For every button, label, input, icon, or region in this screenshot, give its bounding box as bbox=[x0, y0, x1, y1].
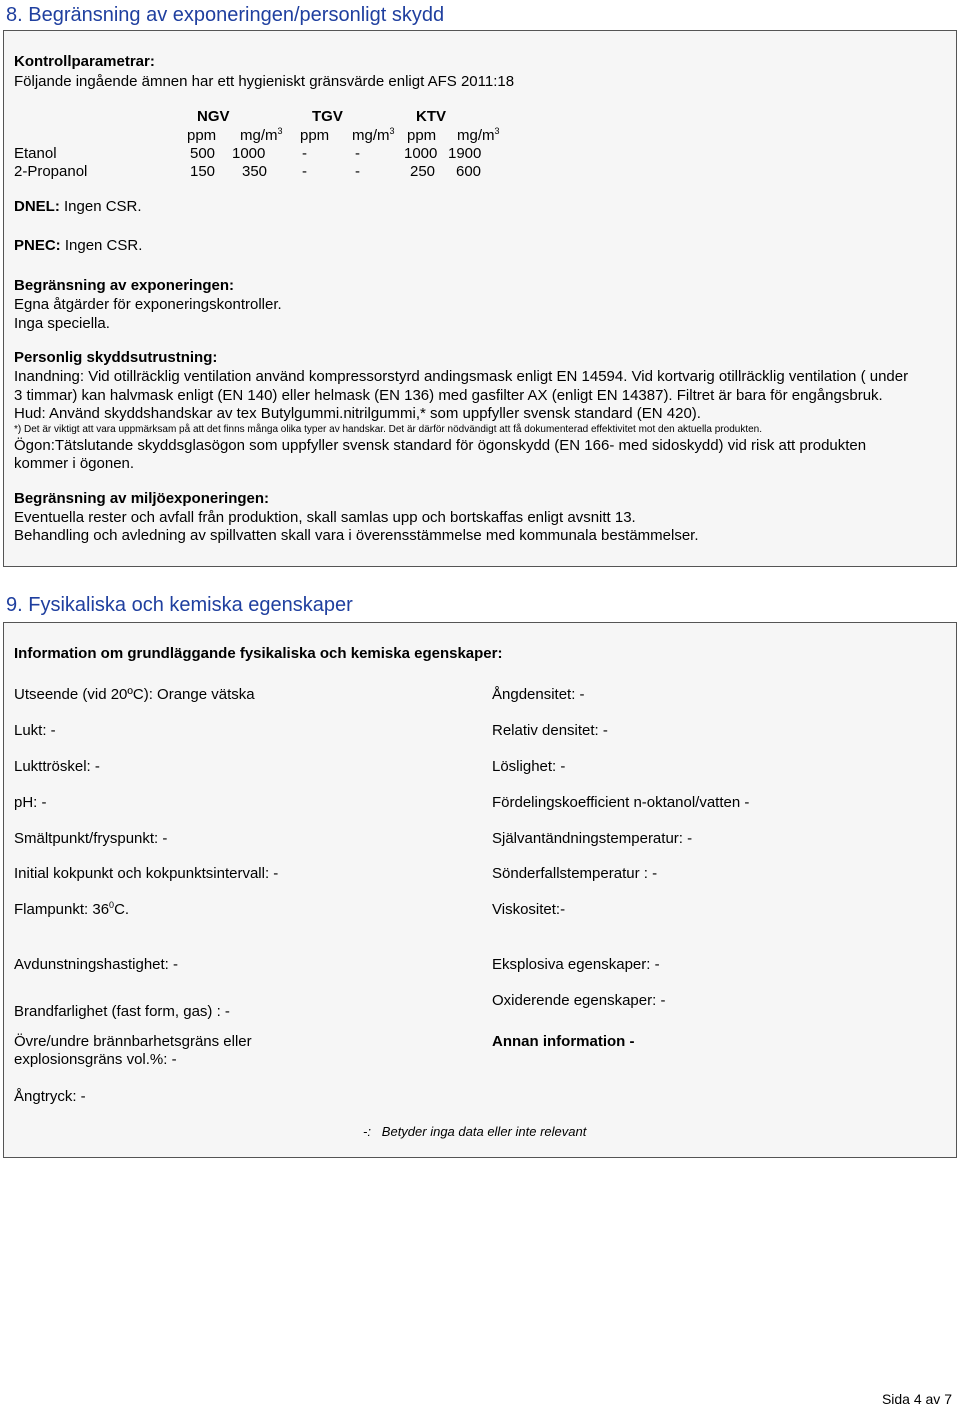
prop-odor-threshold: Lukttröskel: - bbox=[14, 758, 100, 775]
prop-other-info: Annan information - bbox=[492, 1033, 635, 1050]
prop-autoignition: Självantändningstemperatur: - bbox=[492, 830, 693, 847]
prop-solubility: Löslighet: - bbox=[492, 758, 566, 775]
prop-vapor-density: Ångdensitet: - bbox=[492, 686, 585, 703]
prop-oxidizing: Oxiderende egenskaper: - bbox=[492, 992, 666, 1009]
personlig-label: Personlig skyddsutrustning: bbox=[14, 349, 218, 366]
row-ngv-mg: 350 bbox=[242, 163, 268, 180]
personlig-line: Hud: Använd skyddshandskar av tex Butylgummi.nitrilgummi,* som uppfyller svensk standard (EN 420). bbox=[14, 405, 701, 422]
sub-mg-ktv: $mg/m^3$ bbox=[457, 126, 500, 144]
personlig-line: Inandning: Vid otillräcklig ventilation använd kompressorstyrd andingsmask enligt EN 14594. Vid kortvarig otillräcklig ventilation ( under bbox=[14, 368, 909, 385]
sub-ppm-ktv: ppm bbox=[407, 127, 437, 144]
prop-explosion-limits-2: explosionsgräns vol.%: - bbox=[14, 1051, 177, 1068]
begransning-label: Begränsning av exponeringen: bbox=[14, 277, 235, 294]
miljo-label: Begränsning av miljöexponeringen: bbox=[14, 490, 270, 507]
prop-boiling: Initial kokpunkt och kokpunktsintervall: - bbox=[14, 865, 279, 882]
prop-flashpoint: Flampunkt: $36^0C$. bbox=[14, 900, 130, 918]
personlig-note: *) Det är viktigt att vara uppmärksam på att det finns många olika typer av handskar. Det är därför nödvändigt att få dokumenterad effektivitet mot den aktuella produkten. bbox=[14, 424, 762, 435]
prop-vapor-pressure: Ångtryck: - bbox=[14, 1088, 86, 1105]
sub-ppm-tgv: ppm bbox=[300, 127, 330, 144]
header-ngv: NGV bbox=[197, 108, 230, 125]
row-ktv-ppm: 250 bbox=[410, 163, 436, 180]
info-label: Information om grundläggande fysikaliska och kemiska egenskaper: bbox=[14, 645, 503, 662]
header-tgv: TGV bbox=[312, 108, 343, 125]
sub-ppm-ngv: ppm bbox=[187, 127, 217, 144]
row-tgv-mg: - bbox=[355, 145, 360, 162]
prop-decomposition: Sönderfallstemperatur : - bbox=[492, 865, 658, 882]
prop-melting: Smältpunkt/fryspunkt: - bbox=[14, 830, 168, 847]
legend: -: Betyder inga data eller inte relevant bbox=[363, 1124, 587, 1139]
begransning-line: Inga speciella. bbox=[14, 315, 110, 332]
miljo-line: Eventuella rester och avfall från produktion, skall samlas upp och bortskaffas enligt avsnitt 13. bbox=[14, 509, 636, 526]
begransning-line: Egna åtgärder för exponeringskontroller. bbox=[14, 296, 282, 313]
dnel-line: DNEL: Ingen CSR. bbox=[14, 198, 142, 215]
page-number: Sida 4 av 7 bbox=[881, 1391, 952, 1407]
prop-viscosity: Viskositet:- bbox=[492, 901, 566, 918]
row-tgv-ppm: - bbox=[302, 163, 307, 180]
row-ktv-ppm: 1000 bbox=[404, 145, 438, 162]
prop-appearance: Utseende (vid 20ºC): Orange vätska bbox=[14, 686, 255, 703]
section-9-title: 9. Fysikaliska och kemiska egenskaper bbox=[0, 590, 958, 620]
prop-explosion-limits: Övre/undre brännbarhetsgräns eller bbox=[14, 1033, 252, 1050]
row-ktv-mg: 1900 bbox=[448, 145, 482, 162]
pnec-line: PNEC: Ingen CSR. bbox=[14, 237, 143, 254]
prop-relative-density: Relativ densitet: - bbox=[492, 722, 608, 739]
row-name: 2-Propanol bbox=[14, 163, 88, 180]
section-8-box bbox=[3, 30, 957, 567]
row-tgv-ppm: - bbox=[302, 145, 307, 162]
personlig-line: Ögon:Tätslutande skyddsglasögon som uppfyller svensk standard för ögonskydd (EN 166- med sidoskydd) vid risk att produkten bbox=[14, 437, 867, 454]
personlig-line: kommer i ögonen. bbox=[14, 455, 135, 472]
miljo-line: Behandling och avledning av spillvatten skall vara i överensstämmelse med kommunala bestämmelser. bbox=[14, 527, 699, 544]
section-9-box bbox=[3, 622, 957, 1158]
prop-flammability: Brandfarlighet (fast form, gas) : - bbox=[14, 1003, 230, 1020]
row-tgv-mg: - bbox=[355, 163, 360, 180]
header-ktv: KTV bbox=[416, 108, 446, 125]
row-ngv-ppm: 150 bbox=[190, 163, 216, 180]
row-ngv-ppm: 500 bbox=[190, 145, 216, 162]
kontroll-text: Följande ingående ämnen har ett hygieniskt gränsvärde enligt AFS 2011:18 bbox=[14, 73, 515, 90]
kontroll-label: Kontrollparametrar: bbox=[14, 53, 155, 70]
sub-mg-ngv: $mg/m^3$ bbox=[240, 126, 283, 144]
section-8-title: 8. Begränsning av exponeringen/personligt skydd bbox=[0, 0, 958, 30]
prop-explosive: Eksplosiva egenskaper: - bbox=[492, 956, 660, 973]
sub-mg-tgv: $mg/m^3$ bbox=[352, 126, 395, 144]
prop-evaporation: Avdunstningshastighet: - bbox=[14, 956, 178, 973]
row-ktv-mg: 600 bbox=[456, 163, 482, 180]
prop-partition: Fördelingskoefficient n-oktanol/vatten - bbox=[492, 794, 750, 811]
prop-ph: pH: - bbox=[14, 794, 47, 811]
row-ngv-mg: 1000 bbox=[232, 145, 266, 162]
prop-odor: Lukt: - bbox=[14, 722, 56, 739]
personlig-line: 3 timmar) kan halvmask enligt (EN 140) eller helmask (EN 136) med gasfilter AX (enligt EN 14387). Filtret är bara för engångsbruk. bbox=[14, 387, 883, 404]
row-name: Etanol bbox=[14, 145, 57, 162]
